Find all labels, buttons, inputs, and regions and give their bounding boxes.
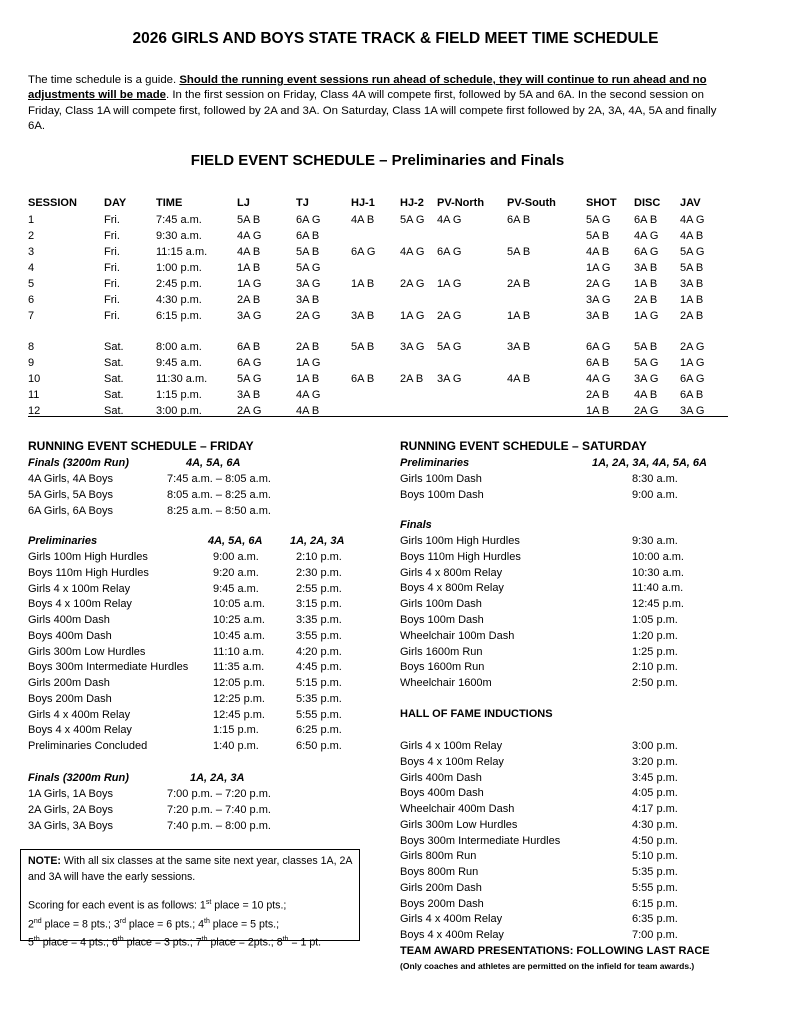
saturday-final-time: 1:25 p.m. [632,645,678,658]
friday-prelim-time-early: 9:45 a.m. [213,582,259,595]
field-cell: 3A B [507,341,531,353]
field-cell: 2A B [507,278,531,290]
note-label: NOTE: [28,855,61,867]
field-cell: 5A G [586,214,611,226]
field-cell: 1A B [237,262,261,274]
friday-prelim-time-late: 5:35 p.m. [296,692,342,705]
field-cell: 3A B [586,310,610,322]
field-header-pv-south: PV-South [507,197,556,209]
field-cell: Fri. [104,246,120,258]
field-cell: 1A B [296,373,320,385]
field-cell: 3A B [237,389,261,401]
saturday-final-time: 11:40 a.m. [632,582,684,595]
scoring-line-1: Scoring for each event is as follows: 1st place = 10 pts.; [28,899,287,912]
friday-prelims-col2: 1A, 2A, 3A [290,535,345,547]
field-cell: 1A G [237,278,262,290]
field-cell: 1 [28,214,35,226]
intro-paragraph [28,73,718,135]
saturday-prelim-event: Girls 100m Dash [400,473,482,485]
friday-prelim-event: Preliminaries Concluded [28,740,148,752]
saturday-final-event: Wheelchair 100m Dash [400,629,515,642]
page-title: 2026 GIRLS AND BOYS STATE TRACK & FIELD MEET TIME SCHEDULE [132,30,659,47]
scoring-line-2: 2nd place = 8 pts.; 3rd place = 6 pts.; 4th place = 5 pts.; [28,917,280,931]
note-text: NOTE: With all six classes at the same site next year, classes 1A, 2A and 3A will have the early sessions. [28,855,352,883]
field-header-tj: TJ [296,197,309,209]
friday-prelim-time-early: 12:05 p.m. [213,677,265,689]
saturday-final-event: Boys 4 x 100m Relay [400,755,504,768]
friday-prelim-event: Girls 4 x 100m Relay [28,582,131,595]
friday-prelim-event: Girls 4 x 400m Relay [28,708,131,721]
field-cell: 2 [28,230,35,242]
friday-prelim-event: Girls 400m Dash [28,614,110,626]
saturday-final-event: Wheelchair 400m Dash [400,803,515,815]
friday-finals-time: 8:25 a.m. – 8:50 a.m. [167,505,271,517]
field-cell: 4A B [351,214,375,226]
field-cell: 2A G [296,310,321,322]
field-cell: 3A B [634,262,658,274]
saturday-prelim-time: 9:00 a.m. [632,489,678,501]
saturday-final-time: 4:50 p.m. [632,834,678,847]
friday-finals2-row: 2A Girls, 2A Boys [28,804,113,816]
field-header-pv-north: PV-North [437,197,485,209]
field-cell: 3A B [680,278,704,290]
friday-prelims-label: Preliminaries [28,535,98,547]
friday-finals-classes: 4A, 5A, 6A [186,457,241,469]
saturday-prelims-classes: 1A, 2A, 3A, 4A, 5A, 6A [592,457,707,469]
field-cell: 11:30 a.m. [156,373,208,385]
friday-title: RUNNING EVENT SCHEDULE – FRIDAY [28,439,254,453]
field-header-disc: DISC [634,197,661,209]
intro-ahead-warning: Should the running event sessions run ahead of schedule, they will continue to run ahead and no adjustments will be made [28,74,707,102]
friday-prelim-time-early: 1:40 p.m. [213,740,259,752]
saturday-prelim-event: Boys 100m Dash [400,489,484,501]
friday-finals-row: 5A Girls, 5A Boys [28,489,113,501]
field-cell: 6A B [634,214,658,226]
field-cell: 6A B [680,389,704,401]
saturday-final-event: Boys 200m Dash [400,897,484,910]
field-cell: 1A G [400,310,425,322]
saturday-final-time: 5:35 p.m. [632,866,678,878]
field-cell: 5A B [507,246,531,258]
saturday-final-event: Girls 200m Dash [400,881,482,894]
field-cell: Fri. [104,214,120,226]
friday-prelim-time-late: 5:55 p.m. [296,708,342,721]
field-cell: 3A G [400,341,425,353]
saturday-final-event: Girls 800m Run [400,850,477,863]
friday-prelim-time-early: 10:45 a.m. [213,629,265,642]
saturday-final-time: 4:30 p.m. [632,818,678,831]
field-cell: 2A G [437,310,462,322]
field-cell: 1:00 p.m. [156,262,202,274]
field-cell: 2A G [680,341,705,353]
field-cell: 4A B [237,246,261,258]
friday-finals2-row: 1A Girls, 1A Boys [28,788,113,800]
field-cell: 1A B [586,405,610,417]
friday-prelim-time-late: 2:55 p.m. [296,582,342,595]
friday-prelim-time-early: 1:15 p.m. [213,724,259,737]
field-cell: 4:30 p.m. [156,294,202,306]
field-cell: 1:15 p.m. [156,389,202,401]
field-cell: Fri. [104,294,120,306]
field-cell: 4 [28,262,35,274]
saturday-final-event: Boys 800m Run [400,866,479,878]
field-cell: 5A G [634,357,659,369]
field-cell: 3A G [237,310,262,322]
field-cell: 4A G [437,214,462,226]
friday-prelim-time-late: 6:25 p.m. [296,724,342,737]
note-box [20,849,360,949]
field-cell: 11:15 a.m. [156,246,208,258]
field-header-lj: LJ [237,197,250,209]
field-header-session: SESSION [28,197,77,209]
field-cell: 11 [28,389,40,401]
field-cell: 4A G [586,373,611,385]
field-cell: Sat. [104,405,124,417]
field-cell: 2A B [237,294,261,306]
field-cell: 6A B [351,373,375,385]
friday-prelim-time-early: 11:35 a.m. [213,661,265,674]
field-cell: 2A B [586,389,610,401]
field-cell: 2A G [586,278,611,290]
field-cell: 7:45 a.m. [156,214,202,226]
saturday-final-event: Boys 1600m Run [400,661,485,674]
field-header-day: DAY [104,197,127,209]
field-cell: 3 [28,246,35,258]
friday-finals2-time: 7:40 p.m. – 8:00 p.m. [167,820,271,832]
field-cell: 4A G [237,230,262,242]
field-cell: 6A B [586,357,610,369]
friday-prelim-time-late: 4:20 p.m. [296,645,342,658]
field-cell: 3A G [586,294,611,306]
saturday-final-time: 6:35 p.m. [632,913,678,926]
field-cell: 5A B [586,230,610,242]
friday-prelim-event: Boys 400m Dash [28,629,112,642]
field-cell: 6A B [296,230,320,242]
field-cell: 3A B [351,310,375,322]
field-cell: 4A B [507,373,531,385]
saturday-final-event: Girls 300m Low Hurdles [400,818,518,831]
friday-prelim-time-late: 4:45 p.m. [296,661,342,674]
field-cell: 3A G [634,373,659,385]
field-cell: 2A B [400,373,424,385]
friday-prelim-time-early: 9:20 a.m. [213,566,259,579]
field-cell: 3A G [680,405,705,417]
field-cell: 2A G [634,405,659,417]
friday-prelim-time-early: 9:00 a.m. [213,551,259,563]
field-table-rule [28,416,728,417]
saturday-final-time: 4:05 p.m. [632,787,678,800]
field-cell: 1A G [634,310,659,322]
saturday-final-time: 5:10 p.m. [632,850,678,863]
field-cell: 6A G [586,341,611,353]
friday-prelim-event: Girls 300m Low Hurdles [28,645,146,658]
field-cell: 4A G [634,230,659,242]
field-cell: 2A B [680,310,704,322]
friday-prelim-event: Boys 200m Dash [28,692,112,705]
friday-prelim-event: Boys 110m High Hurdles [28,566,149,579]
friday-prelim-event: Boys 4 x 400m Relay [28,724,132,737]
friday-finals2-time: 7:00 p.m. – 7:20 p.m. [167,788,271,800]
saturday-final-time: 7:00 p.m. [632,929,678,941]
friday-prelim-event: Boys 300m Intermediate Hurdles [28,661,189,674]
field-cell: 6A G [680,373,705,385]
friday-finals-time: 8:05 a.m. – 8:25 a.m. [167,489,271,501]
field-cell: 5A G [237,373,262,385]
saturday-final-time: 3:45 p.m. [632,771,678,784]
friday-prelim-time-late: 2:10 p.m. [296,551,342,563]
friday-prelim-time-early: 12:25 p.m. [213,692,265,705]
field-cell: 5A B [634,341,658,353]
saturday-final-event: Girls 1600m Run [400,645,483,658]
field-cell: 4A G [680,214,705,226]
field-cell: 1A G [680,357,705,369]
field-schedule-title: FIELD EVENT SCHEDULE – Preliminaries and Finals [190,152,565,169]
saturday-title: RUNNING EVENT SCHEDULE – SATURDAY [400,439,647,453]
friday-prelim-time-early: 12:45 p.m. [213,708,265,721]
saturday-final-event: Boys 400m Dash [400,787,484,800]
field-cell: 1A B [680,294,704,306]
saturday-final-event: Boys 100m Dash [400,614,484,626]
team-award-heading: TEAM AWARD PRESENTATIONS: FOLLOWING LAST RACE [400,945,710,957]
saturday-finals-label: Finals [400,519,432,531]
saturday-final-time: 1:05 p.m. [632,614,678,626]
hall-of-fame-heading: HALL OF FAME INDUCTIONS [400,708,553,720]
field-cell: 12 [28,405,41,417]
saturday-final-time: 5:55 p.m. [632,881,678,894]
field-cell: 5A B [296,246,320,258]
field-cell: 3A B [296,294,320,306]
field-cell: 6A G [296,214,321,226]
friday-prelim-time-early: 10:25 a.m. [213,614,265,626]
field-cell: 5A G [437,341,462,353]
field-cell: 9 [28,357,35,369]
friday-finals2-row: 3A Girls, 3A Boys [28,820,113,832]
saturday-prelims-label: Preliminaries [400,457,470,469]
field-cell: 3A G [296,278,321,290]
field-cell: 5 [28,278,35,290]
saturday-final-event: Boys 4 x 800m Relay [400,582,504,595]
friday-prelim-event: Boys 4 x 100m Relay [28,598,132,611]
saturday-final-event: Boys 110m High Hurdles [400,550,521,563]
friday-prelim-time-late: 2:30 p.m. [296,566,342,579]
field-cell: 6A G [437,246,462,258]
saturday-prelim-time: 8:30 a.m. [632,473,678,485]
friday-finals2-classes: 1A, 2A, 3A [190,772,245,784]
field-cell: 8 [28,341,35,353]
friday-finals-row: 4A Girls, 4A Boys [28,473,113,485]
saturday-final-time: 10:00 a.m. [632,550,684,563]
saturday-final-time: 9:30 a.m. [632,535,678,547]
field-cell: 9:30 a.m. [156,230,202,242]
scoring-line-3: 5th place = 4 pts.; 6th place = 3 pts.; 7th place = 2pts.; 8th = 1 pt. [28,936,322,949]
field-cell: 1A B [351,278,375,290]
field-cell: 5A G [400,214,425,226]
saturday-final-event: Boys 4 x 400m Relay [400,929,504,941]
field-cell: 9:45 a.m. [156,357,202,369]
saturday-final-event: Boys 300m Intermediate Hurdles [400,834,561,847]
field-cell: 2A G [237,405,262,417]
field-cell: 2A B [634,294,658,306]
friday-prelim-time-late: 3:35 p.m. [296,614,342,626]
saturday-final-event: Wheelchair 1600m [400,677,492,690]
friday-prelim-time-late: 3:55 p.m. [296,629,342,642]
field-cell: 6A G [237,357,262,369]
friday-prelim-time-late: 6:50 p.m. [296,740,342,752]
field-cell: Fri. [104,262,120,274]
field-header-shot: SHOT [586,197,617,209]
field-cell: 4A G [296,389,321,401]
field-header-hj-1: HJ-1 [351,197,375,209]
saturday-final-time: 1:20 p.m. [632,629,678,642]
field-cell: 2A B [296,341,320,353]
saturday-final-time: 3:00 p.m. [632,740,678,752]
friday-prelim-event: Girls 100m High Hurdles [28,551,148,563]
saturday-final-time: 12:45 p.m. [632,598,684,611]
friday-finals-time: 7:45 a.m. – 8:05 a.m. [167,473,271,485]
friday-prelim-time-late: 3:15 p.m. [296,598,342,611]
field-cell: 6 [28,294,35,306]
field-cell: 8:00 a.m. [156,341,202,353]
friday-finals-label: Finals (3200m Run) [28,457,129,469]
field-cell: 5A G [680,246,705,258]
field-cell: 1A G [586,262,611,274]
friday-finals2-time: 7:20 p.m. – 7:40 p.m. [167,804,271,816]
intro-rest: . In the first session on Friday, Class 4A will compete first, followed by 5A and 6A. In the second session on Friday, Class 1A will compete first, followed by 2A and 3A. On Saturday, Class 1A will compete first followed by 2A, 3A, 4A, 5A and finally 6A. [28,89,717,133]
field-cell: 3A G [437,373,462,385]
field-cell: 4A B [586,246,610,258]
saturday-final-time: 4:17 p.m. [632,803,678,815]
field-cell: Fri. [104,310,120,322]
saturday-final-time: 2:50 p.m. [632,677,678,690]
team-award-note: (Only coaches and athletes are permitted on the infield for team awards.) [400,961,695,971]
friday-prelim-time-early: 10:05 a.m. [213,598,265,611]
field-header-hj-2: HJ-2 [400,197,424,209]
field-cell: Sat. [104,341,124,353]
field-cell: 6A B [237,341,261,353]
saturday-final-event: Girls 4 x 800m Relay [400,566,503,579]
field-cell: Fri. [104,230,120,242]
saturday-final-event: Girls 100m Dash [400,598,482,611]
field-header-jav: JAV [680,197,701,209]
field-cell: 10 [28,373,41,385]
field-cell: 4A B [634,389,658,401]
saturday-final-time: 10:30 a.m. [632,566,684,579]
field-cell: 6A G [351,246,376,258]
field-cell: 1A G [437,278,462,290]
field-cell: 5A B [351,341,375,353]
field-header-time: TIME [156,197,183,209]
field-cell: 6A B [507,214,531,226]
field-cell: 3:00 p.m. [156,405,202,417]
field-cell: 1A B [507,310,531,322]
field-cell: 2:45 p.m. [156,278,202,290]
saturday-final-time: 2:10 p.m. [632,661,678,674]
field-cell: 4A B [296,405,320,417]
friday-prelim-event: Girls 200m Dash [28,677,110,689]
field-cell: 1A B [634,278,658,290]
saturday-final-time: 3:20 p.m. [632,755,678,768]
saturday-final-time: 6:15 p.m. [632,897,678,910]
saturday-final-event: Girls 400m Dash [400,771,482,784]
friday-prelim-time-early: 11:10 a.m. [213,645,265,658]
friday-finals2-label: Finals (3200m Run) [28,772,129,784]
saturday-final-event: Girls 4 x 100m Relay [400,740,503,752]
saturday-final-event: Girls 100m High Hurdles [400,535,520,547]
field-cell: 6:15 p.m. [156,310,202,322]
field-cell: 4A B [680,230,704,242]
field-cell: 7 [28,310,35,322]
intro-lead: The time schedule is a guide. [28,74,180,86]
friday-prelims-col1: 4A, 5A, 6A [208,535,263,547]
field-cell: 1A G [296,357,321,369]
field-cell: 6A G [634,246,659,258]
field-cell: Sat. [104,389,124,401]
field-cell: 5A G [296,262,321,274]
field-cell: 5A B [237,214,261,226]
field-cell: 2A G [400,278,425,290]
field-cell: Sat. [104,373,124,385]
field-cell: Sat. [104,357,124,369]
saturday-final-event: Girls 4 x 400m Relay [400,913,503,926]
friday-prelim-time-late: 5:15 p.m. [296,677,342,689]
field-cell: 5A B [680,262,704,274]
field-cell: Fri. [104,278,120,290]
friday-finals-row: 6A Girls, 6A Boys [28,505,113,517]
field-cell: 4A G [400,246,425,258]
